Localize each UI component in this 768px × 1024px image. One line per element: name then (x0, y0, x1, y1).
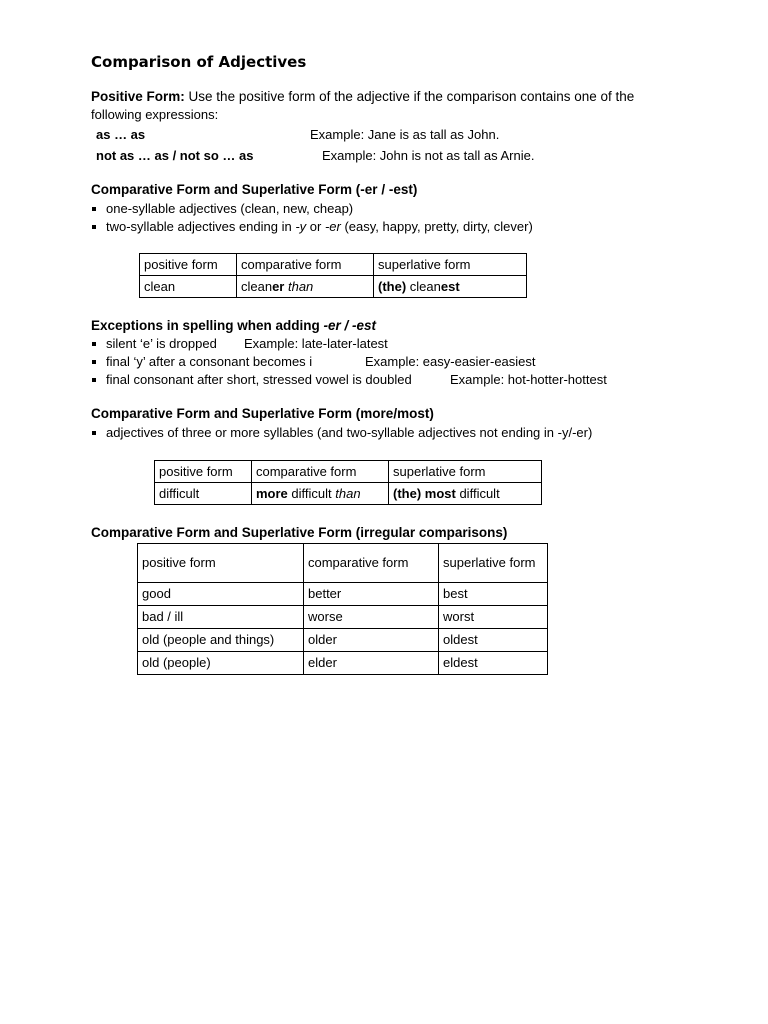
cell-suffix: er (272, 278, 285, 294)
heading-text: Exceptions in spelling when adding (91, 318, 324, 333)
example-as-as: Example: Jane is as tall as John. (310, 127, 500, 142)
cell-text: clean (406, 278, 441, 294)
positive-text: Use the positive form of the adjective if the comparison contains one of the (188, 89, 635, 104)
cell-text: difficult (287, 485, 332, 501)
cell-text: clean (241, 278, 273, 294)
bullet-suffix-er: -er (324, 219, 341, 234)
table-header: positive form (140, 254, 237, 276)
heading-suffixes: -er / -est (323, 318, 377, 333)
cell-text: difficult (455, 485, 500, 501)
table-header: superlative form (439, 544, 548, 583)
expression-not-as: not as … as / not so … as (96, 148, 254, 163)
table-cell: best (439, 583, 548, 606)
cell-the-most: (the) most (393, 485, 456, 501)
table-row (138, 583, 548, 606)
cell-than: than (284, 278, 314, 294)
table-row (140, 276, 527, 298)
table-cell: good (138, 583, 304, 606)
expression-as-as: as … as (96, 127, 146, 142)
positive-label: Positive Form: (91, 89, 185, 104)
cell-than: than (331, 485, 361, 501)
table-cell: oldest (439, 629, 548, 652)
exception-bullet-3: final consonant after short, stressed vowel is doubled (106, 372, 412, 387)
more-most-bullet-1: adjectives of three or more syllables (and two-syllable adjectives not ending in -y/-er) (106, 425, 593, 440)
page-title: Comparison of Adjectives (91, 53, 307, 71)
table-row (138, 544, 548, 583)
exceptions-heading (91, 317, 376, 335)
table-header: comparative form (237, 254, 374, 276)
table-row (155, 483, 542, 505)
more-most-table (154, 460, 542, 505)
table-cell: difficult (155, 483, 252, 505)
exception-example-1: Example: late-later-latest (244, 336, 388, 351)
table-cell (237, 276, 374, 298)
table-row (138, 629, 548, 652)
table-cell: worst (439, 606, 548, 629)
positive-intro (91, 88, 634, 106)
exception-bullet-2: final ‘y’ after a consonant becomes i (106, 354, 313, 369)
table-header: superlative form (374, 254, 527, 276)
irregular-table (137, 543, 548, 675)
table-cell: older (304, 629, 439, 652)
table-row (155, 461, 542, 483)
exception-bullet-1: silent ‘e’ is dropped (106, 336, 217, 351)
irregular-heading: Comparative Form and Superlative Form (irregular comparisons) (91, 525, 508, 540)
bullet-text: (easy, happy, pretty, dirty, clever) (340, 219, 533, 234)
table-cell: better (304, 583, 439, 606)
table-header: positive form (155, 461, 252, 483)
cell-article: (the) (378, 278, 407, 294)
cell-suffix: est (440, 278, 460, 294)
er-est-table (139, 253, 527, 298)
er-est-bullet-1: one-syllable adjectives (clean, new, cheap) (106, 201, 354, 216)
table-header: comparative form (304, 544, 439, 583)
table-cell: old (people and things) (138, 629, 304, 652)
table-cell: elder (304, 652, 439, 675)
er-est-bullet-2 (106, 218, 533, 236)
table-row (138, 652, 548, 675)
positive-text-continued: following expressions: (91, 107, 219, 122)
exception-example-2: Example: easy-easier-easiest (365, 354, 536, 369)
table-cell (389, 483, 542, 505)
table-cell: bad / ill (138, 606, 304, 629)
table-row (138, 606, 548, 629)
table-cell (252, 483, 389, 505)
bullet-text: two-syllable adjectives ending in (106, 219, 296, 234)
table-header: comparative form (252, 461, 389, 483)
cell-more: more (256, 485, 288, 501)
exception-example-3: Example: hot-hotter-hottest (450, 372, 607, 387)
table-cell: old (people) (138, 652, 304, 675)
table-cell: clean (140, 276, 237, 298)
table-header: positive form (138, 544, 304, 583)
example-not-as: Example: John is not as tall as Arnie. (322, 148, 535, 163)
table-cell: eldest (439, 652, 548, 675)
table-cell: worse (304, 606, 439, 629)
table-row (140, 254, 527, 276)
table-cell (374, 276, 527, 298)
table-header: superlative form (389, 461, 542, 483)
more-most-heading: Comparative Form and Superlative Form (more/most) (91, 406, 434, 421)
er-est-heading: Comparative Form and Superlative Form (-er / -est) (91, 182, 418, 197)
bullet-text: or (306, 219, 325, 234)
bullet-suffix-y: -y (295, 219, 307, 234)
